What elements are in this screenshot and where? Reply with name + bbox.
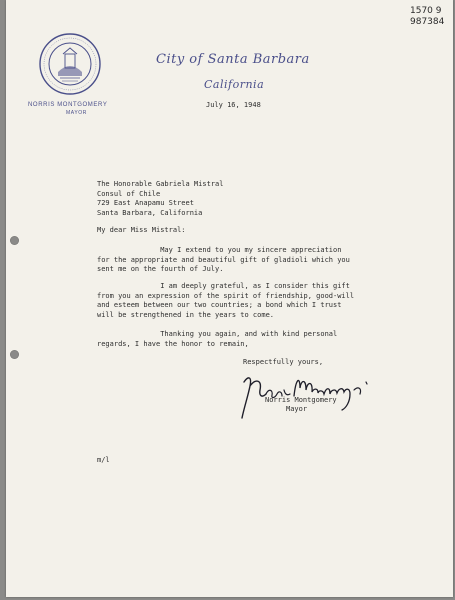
letterhead-name: NORRIS MONTGOMERY xyxy=(28,102,108,108)
archive-note xyxy=(410,6,444,28)
punch-hole xyxy=(10,236,19,245)
letterhead-title: MAYOR xyxy=(66,110,87,116)
letter-date: July 16, 1948 xyxy=(206,101,261,109)
body-paragraph xyxy=(97,330,337,349)
punch-hole xyxy=(10,350,19,359)
paragraph-line: I am deeply grateful, as I consider this gift xyxy=(97,282,350,290)
paragraph-line: for the appropriate and beautiful gift of gladioli which you xyxy=(97,255,350,264)
signatory-name: Norris Montgomery xyxy=(265,396,337,404)
paragraph-line: May I extend to you my sincere appreciation xyxy=(97,246,342,254)
letter-page xyxy=(6,0,453,597)
recipient-line: 729 East Anapamu Street xyxy=(97,199,194,208)
salutation: My dear Miss Mistral: xyxy=(97,226,186,234)
body-paragraph xyxy=(97,282,354,320)
recipient-line: Santa Barbara, California xyxy=(97,208,203,217)
paragraph-line: will be strengthened in the years to come. xyxy=(97,310,275,319)
paragraph-line: sent me on the fourth of July. xyxy=(97,265,224,274)
paragraph-line: regards, I have the honor to remain, xyxy=(97,339,249,348)
recipient-line: Consul of Chile xyxy=(97,189,161,198)
letterhead-city: City of Santa Barbara xyxy=(156,52,310,67)
body-paragraph xyxy=(97,246,350,275)
paragraph-line: from you an expression of the spirit of friendship, good-will xyxy=(97,291,355,300)
recipient-address xyxy=(97,180,223,218)
paragraph-line: Thanking you again, and with kind personal xyxy=(97,330,338,338)
typist-initials: m/l xyxy=(97,456,110,464)
paragraph-line: and esteem between our two countries; a bond which I trust xyxy=(97,301,342,310)
archive-note-line: 987384 xyxy=(410,17,445,27)
city-seal-icon xyxy=(38,32,102,96)
letterhead-state: California xyxy=(204,78,265,91)
closing: Respectfully yours, xyxy=(243,358,324,366)
signatory-title: Mayor xyxy=(286,405,308,413)
archive-note-line: 1570 9 xyxy=(410,6,442,16)
recipient-line: The Honorable Gabriela Mistral xyxy=(97,180,224,188)
